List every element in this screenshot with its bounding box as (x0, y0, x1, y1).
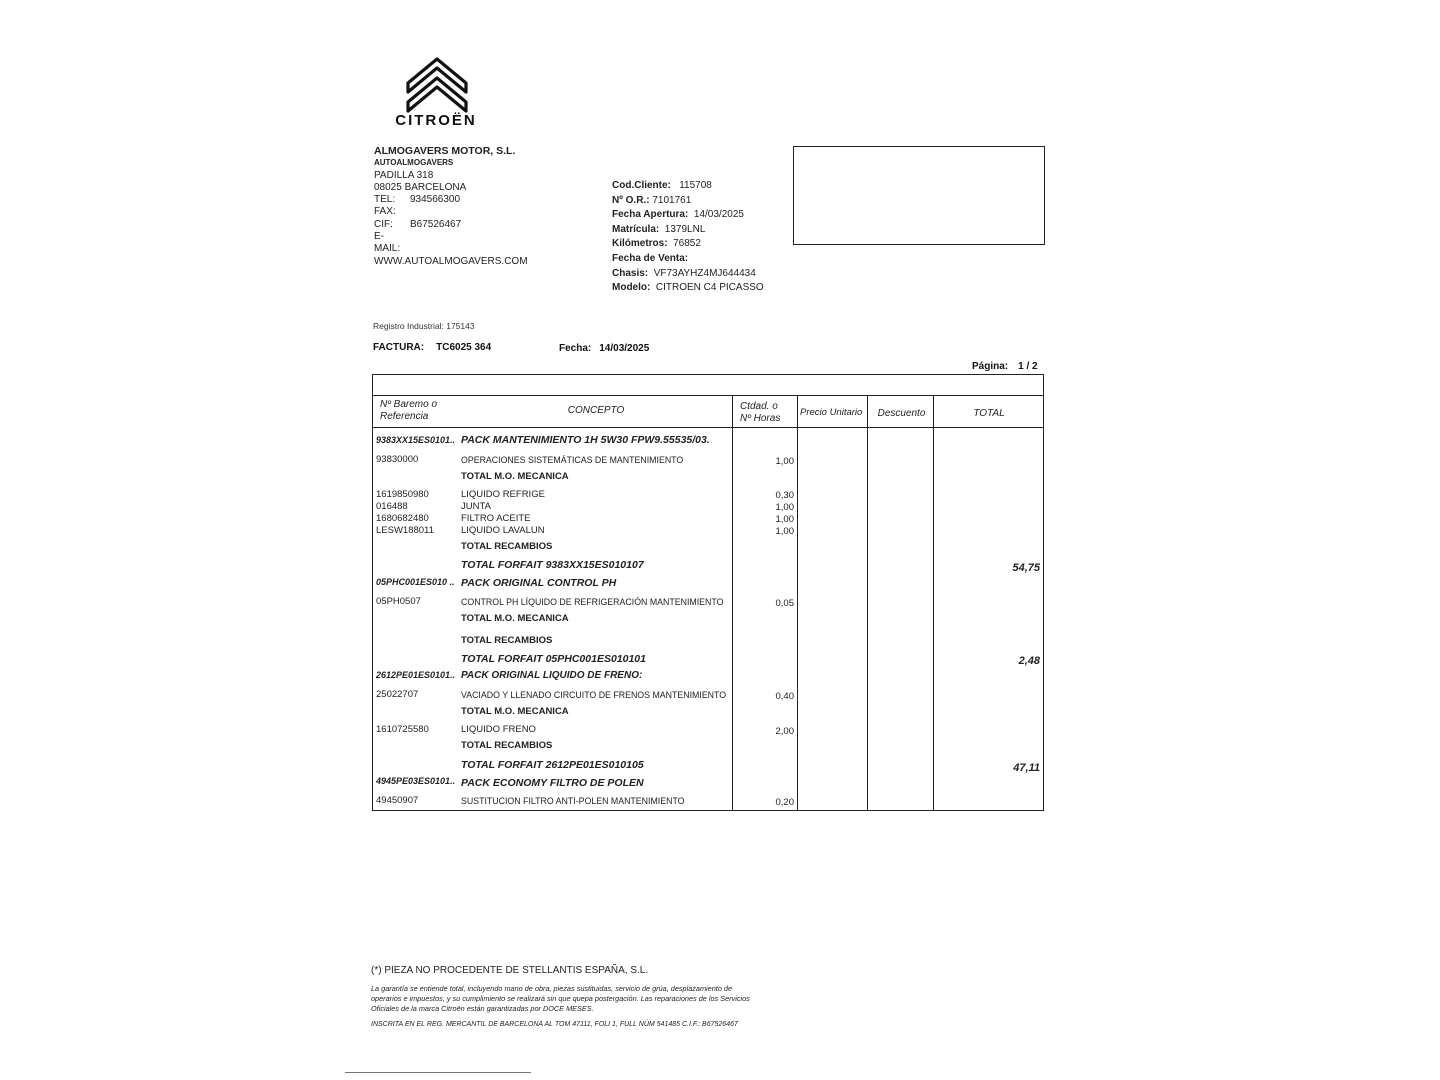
row-concepto: JUNTA (461, 501, 491, 512)
row-concepto: VACIADO Y LLENADO CIRCUITO DE FRENOS MANTENIMIENTO (461, 690, 727, 700)
row-concepto: LIQUIDO LAVALUN (461, 525, 545, 536)
row-ref: 9383XX15ES0101.. (376, 435, 456, 445)
km-label: Kilómetros: (612, 238, 668, 250)
or-value: 7101761 (652, 194, 692, 206)
row-qty: 1,00 (775, 514, 794, 525)
cliente-label: Cod.Cliente: (612, 180, 671, 191)
row-ref: 05PH0507 (376, 596, 421, 607)
row-concepto: OPERACIONES SISTEMÁTICAS DE MANTENIMIENTO (461, 455, 684, 465)
row-ref: 016488 (376, 501, 408, 512)
company-address: PADILLA 318 (374, 169, 434, 181)
row-qty: 0,40 (775, 691, 794, 702)
row-qty: 1,00 (775, 526, 794, 537)
row-concepto: TOTAL RECAMBIOS (461, 740, 553, 751)
fecha-value: 14/03/2025 (599, 343, 650, 354)
header-total: TOTAL (973, 408, 1005, 419)
apertura-value: 14/03/2025 (693, 209, 744, 221)
venta-label: Fecha de Venta: (612, 252, 689, 264)
email-label: E-MAIL: (374, 231, 401, 255)
row-qty: 1,00 (775, 502, 794, 513)
row-concepto: CONTROL PH LÍQUIDO DE REFRIGERACIÓN MANTENIMIENTO (461, 597, 724, 607)
row-qty: 0,20 (775, 797, 794, 808)
row-concepto: TOTAL M.O. MECANICA (461, 613, 569, 624)
row-concepto: TOTAL M.O. MECANICA (461, 471, 569, 482)
row-qty: 0,05 (775, 598, 794, 609)
row-ref: 2612PE01ES0101.. (376, 670, 456, 680)
row-ref: 1680682480 (376, 513, 429, 524)
company-city: 08025 BARCELONA (374, 181, 467, 193)
apertura-label: Fecha Apertura: (612, 209, 689, 221)
row-concepto: TOTAL M.O. MECANICA (461, 706, 569, 717)
row-total: 54,75 (1012, 562, 1040, 574)
header-descuento: Descuento (877, 408, 926, 419)
row-qty: 0,30 (775, 490, 794, 501)
matricula-value: 1379LNL (664, 223, 706, 235)
company-cif: B67526467 (410, 218, 462, 230)
or-label: Nº O.R.: (612, 194, 650, 206)
row-concepto: PACK MANTENIMIENTO 1H 5W30 FPW9.55535/03. (461, 434, 710, 446)
company-name: ALMOGAVERS MOTOR, S.L. (374, 145, 516, 157)
row-concepto: PACK ECONOMY FILTRO DE POLEN (461, 777, 644, 789)
pagina-value: 1 / 2 (1018, 361, 1038, 372)
modelo-label: Modelo: (612, 282, 651, 294)
company-trade-name: AUTOALMOGAVERS (374, 158, 454, 168)
fecha-label: Fecha: (559, 343, 592, 354)
row-concepto: FILTRO ACEITE (461, 513, 531, 524)
row-ref: 25022707 (376, 689, 419, 700)
brand-logo-text: CITROËN (395, 112, 477, 129)
pagina-label: Página: (972, 361, 1009, 372)
fecha-line (559, 343, 649, 354)
company-tel: 934566300 (410, 194, 461, 206)
row-concepto: TOTAL FORFAIT 05PHC001ES010101 (461, 653, 646, 665)
citroen-chevrons-icon (404, 55, 470, 113)
modelo-value: CITROEN C4 PICASSO (655, 282, 764, 294)
factura-line (373, 342, 491, 353)
row-concepto: LIQUIDO REFRIGE (461, 489, 545, 500)
pagina-line (972, 361, 1038, 372)
header-qty-line2: Nº Horas (740, 412, 781, 424)
chasis-label: Chasis: (612, 267, 649, 279)
matricula-label: Matrícula: (612, 223, 660, 235)
footer-note: (*) PIEZA NO PROCEDENTE DE STELLANTIS ESPAÑA, S.L. (371, 965, 649, 976)
row-concepto: TOTAL FORFAIT 2612PE01ES010105 (461, 759, 644, 771)
row-concepto: TOTAL RECAMBIOS (461, 635, 553, 646)
row-concepto: PACK ORIGINAL CONTROL PH (461, 577, 617, 589)
column-divider (797, 396, 798, 810)
row-ref: 93830000 (376, 454, 419, 465)
row-concepto: LIQUIDO FRENO (461, 724, 536, 735)
row-ref: 05PHC001ES010 .. (376, 577, 455, 587)
row-qty: 2,00 (775, 726, 794, 737)
header-cantidad (740, 401, 780, 424)
vehicle-info (612, 179, 764, 296)
header-concepto: CONCEPTO (567, 405, 625, 416)
row-total: 47,11 (1013, 762, 1040, 774)
column-divider (933, 396, 934, 810)
row-concepto: SUSTITUCION FILTRO ANTI-POLEN MANTENIMIENTO (461, 796, 685, 806)
fax-label: FAX: (374, 206, 396, 218)
row-qty: 1,00 (775, 456, 794, 467)
company-web: WWW.AUTOALMOGAVERS.COM (374, 255, 528, 267)
table-header-bottom-rule (372, 427, 1044, 428)
row-ref: 49450907 (376, 795, 419, 806)
row-concepto: TOTAL FORFAIT 9383XX15ES010107 (461, 559, 644, 571)
footer-registry: INSCRITA EN EL REG. MERCANTIL DE BARCELONA AL TOM 47111, FOLI 1, FULL NÚM 541485 C.I.F.: B67526467 (371, 1021, 738, 1028)
row-ref: 4945PE03ES0101.. (376, 776, 456, 786)
cliente-value: 115708 (679, 180, 712, 191)
table-header-top-rule (372, 395, 1044, 396)
header-ref-line1: Nº Baremo o (380, 399, 438, 410)
column-divider (867, 396, 868, 810)
row-ref: 1619850980 (376, 489, 429, 500)
chasis-value: VF73AYHZ4MJ644434 (653, 267, 756, 279)
customer-address-box (793, 146, 1045, 245)
company-block (374, 145, 528, 268)
header-qty-line1: Ctdad. o (740, 401, 778, 412)
header-ref-line2: Referencia (380, 410, 429, 422)
factura-number: TC6025 364 (436, 342, 492, 353)
row-concepto: PACK ORIGINAL LIQUIDO DE FRENO: (461, 670, 643, 681)
footer-warranty: La garantía se entiende total, incluyendo mano de obra, piezas sustituidas, servicio de grúa, desplazamiento de operarios e impuestos, y su cumplimiento se realizará sin que quepa postergación. Las reparaciones de los Servicios Oficiales de la marca Citroën están garantizadas por DOCE MESES. (371, 984, 750, 1013)
registro-industrial: Registro Industrial: 175143 (373, 321, 475, 331)
cif-label: CIF: (374, 218, 393, 230)
row-ref: LESW188011 (376, 525, 434, 536)
row-ref: 1610725580 (376, 724, 429, 735)
row-total: 2,48 (1018, 655, 1040, 667)
km-value: 76852 (673, 238, 701, 250)
row-concepto: TOTAL RECAMBIOS (461, 541, 553, 552)
tel-label: TEL: (374, 194, 396, 206)
header-precio: Precio Unitario (800, 407, 863, 418)
column-divider (732, 396, 733, 810)
header-referencia (380, 399, 437, 422)
bottom-divider (345, 1072, 531, 1073)
factura-label: FACTURA: (373, 342, 425, 353)
